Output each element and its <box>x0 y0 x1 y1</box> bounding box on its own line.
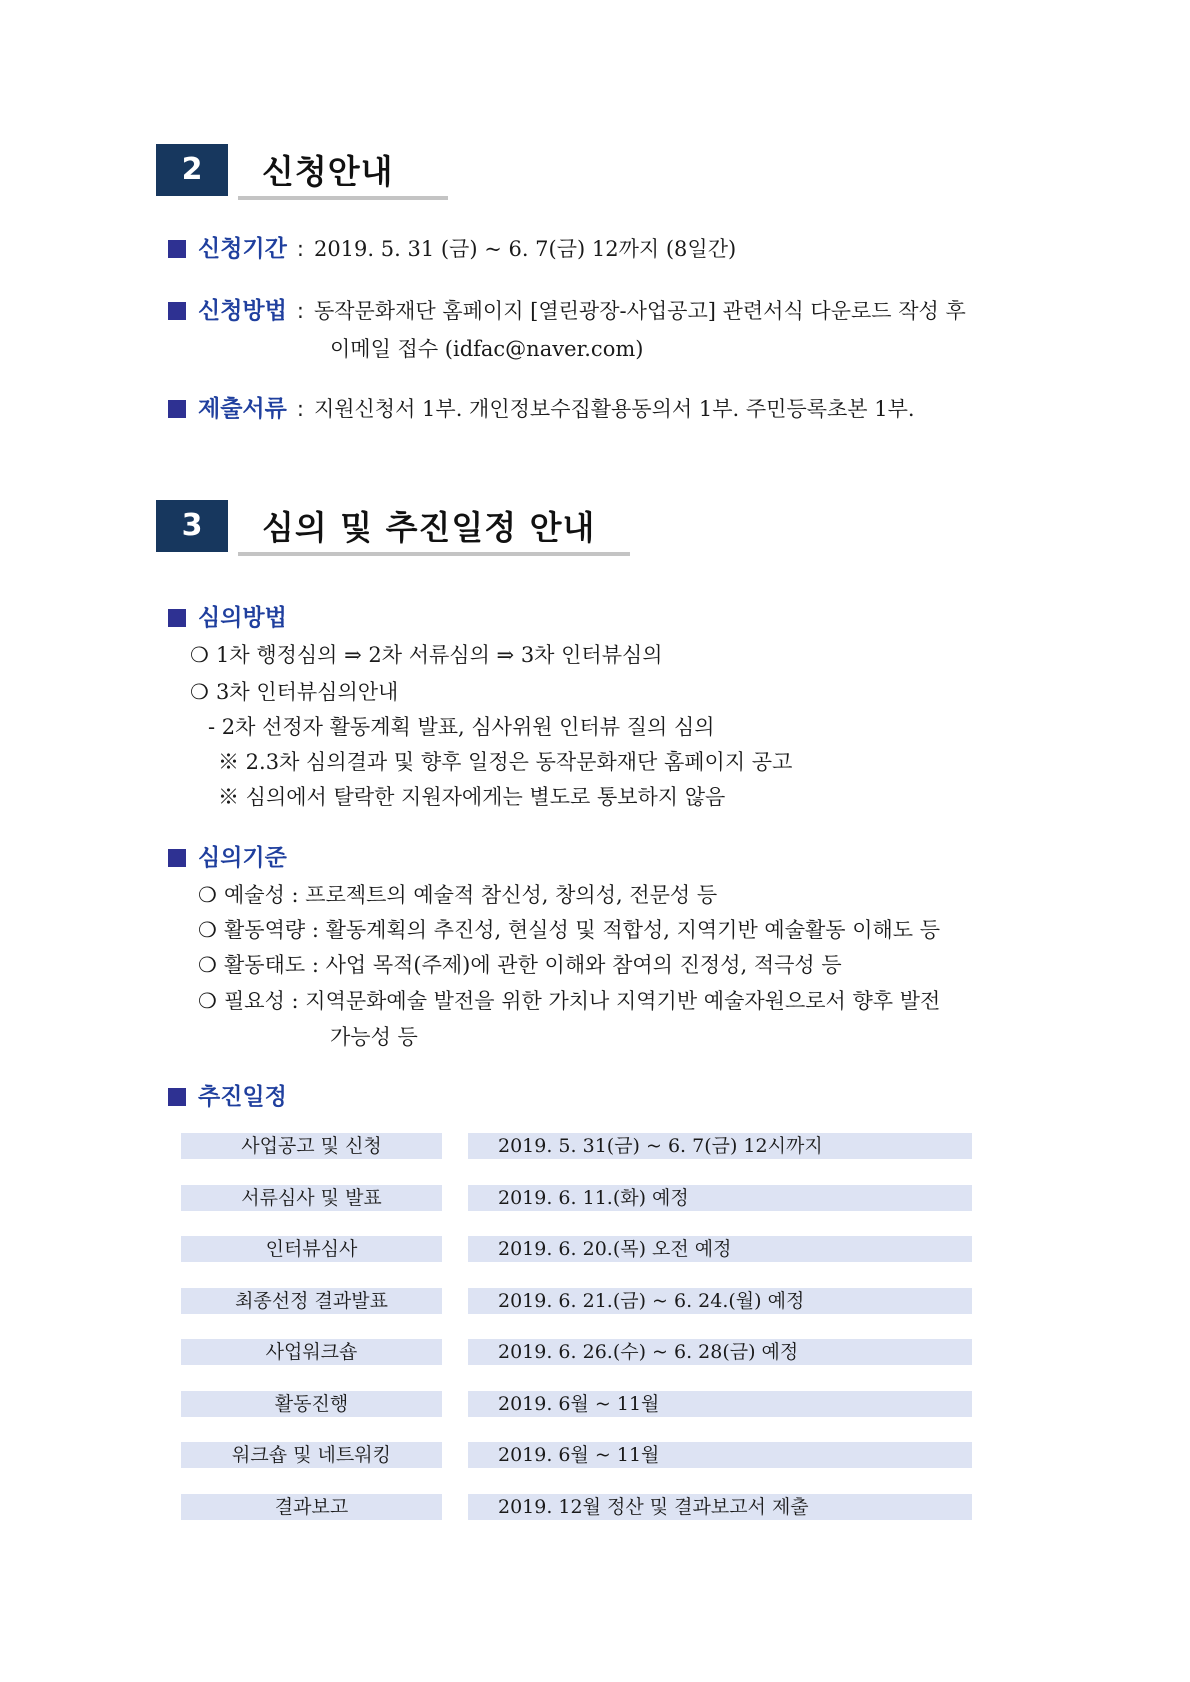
item-label: 신청방법 <box>198 298 287 324</box>
item-text-continued: 이메일 접수 (idfac@naver.com) <box>330 337 644 361</box>
schedule-date: 2019. 6. 21.(금) ~ 6. 24.(월) 예정 <box>468 1288 972 1314</box>
schedule-item: 사업워크숍 <box>181 1339 442 1365</box>
method-line: - 2차 선정자 활동계획 발표, 심사위원 인터뷰 질의 심의 <box>208 715 715 739</box>
square-bullet-icon <box>168 302 186 320</box>
square-bullet-icon <box>168 240 186 258</box>
schedule-item: 워크숍 및 네트워킹 <box>181 1442 442 1468</box>
schedule-item: 사업공고 및 신청 <box>181 1133 442 1159</box>
circle-bullet-icon: ❍ <box>198 918 217 942</box>
square-bullet-icon <box>168 849 186 867</box>
section-number-badge: 3 <box>156 500 228 552</box>
item-colon: : <box>296 397 304 421</box>
circle-bullet-icon: ❍ <box>198 989 217 1013</box>
circle-bullet-icon: ❍ <box>198 883 217 907</box>
item-colon: : <box>296 237 304 261</box>
item-text: 2019. 5. 31 (금) ~ 6. 7(금) 12까지 (8일간) <box>313 237 737 261</box>
circle-bullet-icon: ❍ <box>190 643 209 667</box>
circle-bullet-icon: ❍ <box>198 953 217 977</box>
criteria-line: ❍ 필요성 : 지역문화예술 발전을 위한 가치나 지역기반 예술자원으로서 향후 발전 <box>198 986 940 1016</box>
method-note: ※ 심의에서 탈락한 지원자에게는 별도로 통보하지 않음 <box>218 785 726 809</box>
section-title: 신청안내 <box>262 152 394 191</box>
criteria-line: ❍ 예술성 : 프로젝트의 예술적 참신성, 창의성, 전문성 등 <box>198 880 717 910</box>
schedule-item: 결과보고 <box>181 1494 442 1520</box>
section-number-badge: 2 <box>156 144 228 196</box>
criteria-line: ❍ 활동태도 : 사업 목적(주제)에 관한 이해와 참여의 진정성, 적극성 등 <box>198 950 842 980</box>
circle-bullet-icon: ❍ <box>190 680 209 704</box>
section-3-header <box>156 500 656 554</box>
criteria-line: ❍ 활동역량 : 활동계획의 추진성, 현실성 및 적합성, 지역기반 예술활동 이해도 등 <box>198 915 940 945</box>
schedule-date: 2019. 6. 11.(화) 예정 <box>468 1185 972 1211</box>
item-text: 동작문화재단 홈페이지 [열린광장-사업공고] 관련서식 다운로드 작성 후 <box>313 299 966 323</box>
section-underline <box>238 196 448 200</box>
section-title: 심의 및 추진일정 안내 <box>262 508 596 547</box>
square-bullet-icon <box>168 609 186 627</box>
schedule-date: 2019. 6월 ~ 11월 <box>468 1391 972 1417</box>
application-period-line <box>168 234 736 264</box>
review-method-heading: 심의방법 <box>168 603 287 633</box>
section-2-header <box>156 144 456 198</box>
schedule-item: 인터뷰심사 <box>181 1236 442 1262</box>
schedule-date: 2019. 6월 ~ 11월 <box>468 1442 972 1468</box>
application-method-line <box>168 296 966 326</box>
schedule-date: 2019. 6. 20.(목) 오전 예정 <box>468 1236 972 1262</box>
method-line: ❍ 1차 행정심의 ⇒ 2차 서류심의 ⇒ 3차 인터뷰심의 <box>190 640 663 670</box>
section-underline <box>238 552 630 556</box>
method-note: ※ 2.3차 심의결과 및 향후 일정은 동작문화재단 홈페이지 공고 <box>218 750 793 774</box>
square-bullet-icon <box>168 400 186 418</box>
item-label: 제출서류 <box>198 396 287 422</box>
schedule-item: 최종선정 결과발표 <box>181 1288 442 1314</box>
schedule-date: 2019. 6. 26.(수) ~ 6. 28(금) 예정 <box>468 1339 972 1365</box>
schedule-date: 2019. 12월 정산 및 결과보고서 제출 <box>468 1494 972 1520</box>
criteria-line-continued: 가능성 등 <box>330 1025 418 1049</box>
square-bullet-icon <box>168 1088 186 1106</box>
application-method-line-2 <box>330 334 643 364</box>
item-text: 지원신청서 1부. 개인정보수집활용동의서 1부. 주민등록초본 1부. <box>313 397 915 421</box>
schedule-item: 서류심사 및 발표 <box>181 1185 442 1211</box>
item-label: 신청기간 <box>198 236 287 262</box>
item-colon: : <box>296 299 304 323</box>
review-criteria-heading: 심의기준 <box>168 843 287 873</box>
schedule-heading: 추진일정 <box>168 1082 287 1112</box>
schedule-item: 활동진행 <box>181 1391 442 1417</box>
submission-documents-line <box>168 394 915 424</box>
method-line: ❍ 3차 인터뷰심의안내 <box>190 677 398 707</box>
schedule-date: 2019. 5. 31(금) ~ 6. 7(금) 12시까지 <box>468 1133 972 1159</box>
